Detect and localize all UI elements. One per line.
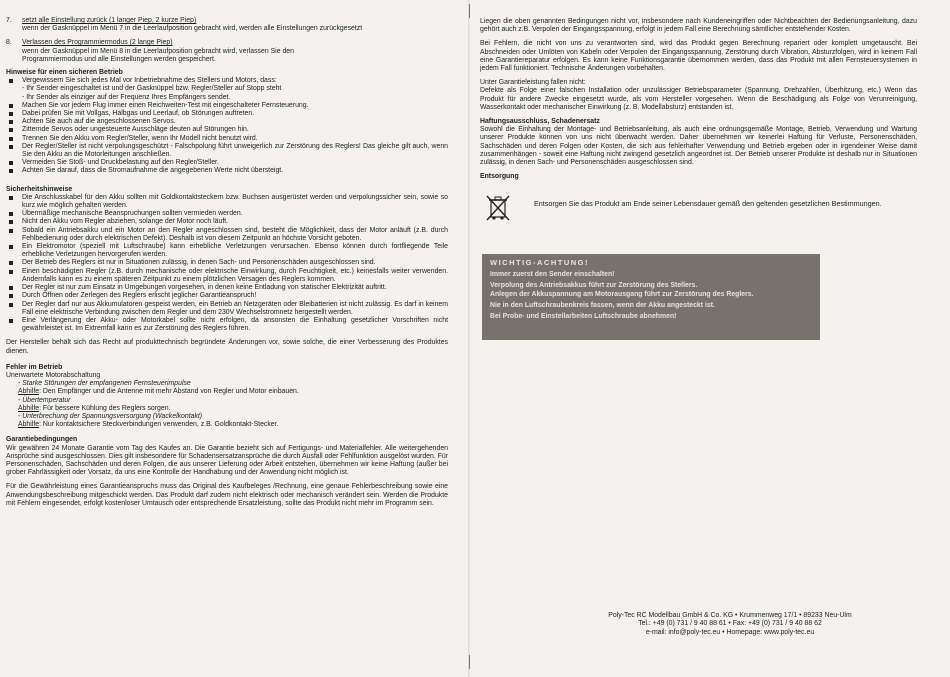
list-item: Achten Sie darauf, dass die Stromaufnahme die angegebenen Werte nicht übersteigt. [6,167,448,175]
list-item: Dabei prüfen Sie mit Vollgas, Halbgas und Leerlauf, ob Störungen auftreten. [6,110,448,118]
fault-fix [6,421,448,429]
item-text: wenn der Gasknüppel im Menü 8 in die Leerlaufposition gebracht wird, verlassen Sie den [22,47,294,55]
section-heading-safety: Sicherheitshinweise [6,185,73,193]
list-item: Die Anschlusskabel für den Akku sollten mit Goldkontaktsteckern bzw. Buchsen ausgerüstet werden und verpolungssicher sein, sowie so kurz wie möglich gehalten werden. [6,194,448,210]
sub-item: - Ihr Sender eingeschaltet ist und der Gasknüppel bzw. Regler/Steller auf Stopp steht [22,85,282,93]
fix-label: Abhilfe [18,421,40,429]
list-item: Der Regler/Steller ist nicht verpolungsgeschützt - Falschpolung führt unweigerlich zur Zerstörung des Reglers! Das gleiche gilt auch, wenn Sie den Akku an die Motorleitungen anschließen. [6,143,448,159]
fix-text: : Den Empfänger und die Antenne mit mehr Abstand von Regler und Motor einbauen. [39,388,299,396]
footer-phone: Tel.: +49 (0) 731 / 9 40 88 61 • Fax: +49 (0) 731 / 9 40 88 62 [638,620,822,628]
warranty-paragraph: Für die Gewährleistung eines Garantieanspruchs muss das Original des Kaufbeleges /Rechnung, eine genaue Fehlerbeschreibung sowie eine Anwendungsbeschreibung mitgeschickt werden. Das Produkt darf zudem nicht elektrisch oder mechanisch verändert sein. Werden die Produkte mit Fehlern eingesendet, erfolgt kostenloser Umtausch oder entsprechende Ersatzleistung, sollte das Produkt nicht mehr im Programm sein. [6,483,448,507]
warranty-paragraph: Wir gewähren 24 Monate Garantie vom Tag des Kaufes an. Die Garantie bezieht sich auf Fertigungs- und Materialfehler. Alle weitergehenden Ansprüche sind ausgeschlossen. Dies gilt insbesondere für Schadensersatzansprüche die durch Ausfall oder Fehlfunktion ausgelöst wurden. Für Personenschäden, Sachschäden und deren Folgen, die aus unserer Lieferung oder Arbeit entstehen, übernehmen wir keine Haftung (außer bei grober Fahrlässigkeit oder Vorsatz, da uns eine Kontrolle der Handhabung und der Anwendung nicht möglich ist. [6,444,448,477]
list-item: Der Regler ist nur zum Einsatz in Umgebungen vorgesehen, in denen keine Entladung von statischer Elektrizität auftritt. [6,284,448,292]
section-heading-liability: Haftungsausschluss, Schadenersatz [480,118,600,126]
list-item: Zitternde Servos oder ungesteuerte Ausschläge deuten auf Störungen hin. [6,126,448,134]
warning-line: Bei Probe- und Einstellarbeiten Luftschraube abnehmen! [490,313,677,321]
fold-mark [469,655,470,669]
repair-paragraph: Bei Fehlern, die nicht von uns zu verantworten sind, wird das Produkt gegen Berechnung repariert oder komplett umgetauscht. Bei Abschneiden oder Umlöten von Kabeln oder Verpolen der Eingangsspannung, Zerstörung durch Vibration, Absturzfolgen, wird in keinem Fall eine Garantiereparatur erfolgen. Es kann keine Funktionsgarantie übernommen werden, dass das Produkt mit allen Fernsteuersystemen in jedem Fall funktioniert. Technische Änderungen vorbehalten. [480,40,917,73]
warning-line: Anlegen der Akkuspannung am Motorausgang führt zur Zerstörung des Reglers. [490,290,754,298]
exclusions-paragraph: Defekte als Folge einer falschen Installation oder unzulässiger Betriebsparameter (Spannung, Drehzahlen, Überhitzung, etc.) Wenn das Produkt für andere Zwecke eingesetzt wurde, als vom Hersteller vorgesehen. Wenn die Beschädigung als Folge von Verunreinigung, Wasserkontakt oder mechanischer Einwirkung (z. B. Modellabsturz) entstanden ist. [480,87,917,111]
liability-paragraph: Sowohl die Einhaltung der Montage- und Betriebsanleitung, als auch eine ordnungsgemäße Montage, Betrieb, Verwendung und Wartung unserer Produkte können von uns nicht überwacht werden. Daher übernehmen wir keinerlei Haftung für Verluste, Personenschäden, Sachschäden und deren Folgen oder Kosten, die sich aus fehlerhafter Verwendung und Betrieb ergeben oder in irgendeiner Weise damit zusammenhängen - soweit eine Haftung nicht zwingend gesetzlich angeordnet ist. Der Betrieb unserer Produkte ist deshalb nur in Situationen zulässig, in denen Sach- und Personenschäden ausgeschlossen sind. [480,126,917,167]
warning-line: Nie in den Luftschraubenkreis fassen, wenn der Akku angesteckt ist. [490,302,715,310]
item-number: 8. [6,39,12,47]
fix-text: : Für bessere Kühlung des Reglers sorgen. [39,404,171,412]
manufacturer-note: Der Hersteller behält sich das Recht auf produkttechnisch begründete Änderungen vor, sowie solche, die einer Verbesserung des Produktes dienen. [6,339,448,355]
list-item: Der Betrieb des Reglers ist nur in Situationen zulässig, in denen Sach- und Personenschäden ausgeschlossen sind. [6,259,448,267]
fold-mark [469,4,470,18]
fix-text: : Nur kontaktsichere Steckverbindungen verwenden, z.B. Goldkontakt-Stecker. [39,421,279,429]
list-item: Übermäßige mechanische Beanspruchungen sollten vermieden werden. [6,210,448,218]
menu-item-8 [6,39,448,64]
list-item: Eine Verlängerung der Akku- oder Motorkabel sollte nicht erfolgen, da ansonsten die Einhaltung gesetzlicher Vorschriften nicht gewährleistet ist. Im Extremfall kann es zur Zerstörung des Reglers führen. [6,317,448,333]
section-heading-safe-operation: Hinweise für einen sicheren Betrieb [6,69,123,77]
fix-label: Abhilfe [18,388,40,396]
disposal-text: Entsorgen Sie das Produkt am Ende seiner Lebensdauer gemäß den geltenden gesetzlichen Bestimmungen. [534,199,882,209]
fault-cause: - Starke Störungen der empfangenen Fernsteuerimpulse [18,380,191,388]
disposal-row [480,193,917,223]
fault-intro: Unerwartete Motorabschaltung [6,371,101,379]
sub-item: - Ihr Sender als einziger auf der Frequenz Ihres Empfängers sendet. [22,93,231,101]
right-column [480,18,917,340]
safe-operation-list [6,77,448,85]
section-heading-disposal: Entsorgung [480,173,519,181]
item-text: wenn der Gasknüppel im Menü 7 in die Leerlaufposition gebracht wird, werden alle Einstellungen zurückgesetzt [22,25,363,33]
fix-label: Abhilfe [18,404,40,412]
list-item: Vergewissern Sie sich jedes Mal vor Inbetriebnahme des Stellers und Motors, dass: [6,77,448,85]
list-item: Achten Sie auch auf die angeschlossenen Servos. [6,118,448,126]
warning-box [482,254,820,340]
fault-fix [6,405,448,413]
list-item: Machen Sie vor jedem Flug immer einen Reichweiten-Test mit eingeschalteter Fernsteuerung. [6,102,448,110]
footer-address: Poly-Tec RC Modellbau GmbH & Co. KG • Krummenweg 17/1 • 89233 Neu-Ulm [608,612,852,619]
item-title: Verlassen des Programmiermodus (2 lange Piep) [22,39,173,47]
list-item: Ein Elektromotor (speziell mit Luftschraube) kann erhebliche Verletzungen verursachen. Ebenso können durch fortfliegende Teile erhebliche Verletzungen hervorgerufen werden. [6,243,448,259]
warning-group [490,282,812,299]
crossed-out-bin-icon [484,193,512,223]
company-footer [540,612,920,637]
exclusions-intro: Unter Garantieleistung fallen nicht: [480,79,586,87]
fault-cause: - Unterbrechung der Spannungsversorgung (Wackelkontakt) [18,412,203,420]
fault-fix [6,388,448,396]
list-item: Trennen Sie den Akku vom Regler/Steller, wenn Ihr Modell nicht benutzt wird. [6,135,448,143]
list-item: Einen beschädigten Regler (z.B. durch mechanische oder elektrische Einwirkung, durch Feuchtigkeit, etc.) keinesfalls weiter verwenden. Andernfalls kann es zu einem späteren Zeitpunkt zu einem plötzlichen Versagen des Reglers kommen. [6,268,448,284]
left-column [6,17,448,508]
item-title: setzt alle Einstellung zurück (1 langer Piep, 2 kurze Piep) [22,17,197,24]
warning-line: Immer zuerst den Sender einschalten! [490,270,615,278]
safety-list [6,194,448,333]
section-heading-warranty: Garantiebedingungen [6,436,78,444]
safe-operation-list [6,102,448,176]
list-item: Durch Öffnen oder Zerlegen des Reglers erlischt jeglicher Garantieanspruch! [6,292,448,300]
warning-title: WICHTIG-ACHTUNG! [490,258,589,268]
list-item: Vermeiden Sie Stoß- und Druckbelastung auf den Regler/Steller. [6,159,448,167]
item-text: Programmiermodus und alle Einstellungen werden gespeichert. [22,55,216,63]
section-heading-faults: Fehler im Betrieb [6,363,63,371]
item-number: 7. [6,17,12,24]
page-fold [468,0,470,677]
footer-contact: e-mail: info@poly-tec.eu • Homepage: www.poly-tec.eu [645,628,815,636]
list-item: Der Regler darf nur aus Akkumulatoren gespeist werden, ein Betrieb an Netzgeräten oder Bleibatterien ist nicht zulässig. Es darf in keinem Fall eine elektrische Verbindung zwischen dem Regler und dem 230V Wechselstromnetz hergestellt werden. [6,301,448,317]
list-item: Sobald ein Antriebsakku und ein Motor an den Regler angeschlossen sind, besteht die Möglichkeit, dass der Motor anläuft (z.B. durch Fehlbedienung oder durch elektrischen Defekt). Deshalb ist von diesem Zeitpunkt an höchste Vorsicht geboten. [6,227,448,243]
menu-item-7 [6,17,448,33]
fault-cause: - Übertemperatur [18,396,71,404]
warning-line: Verpolung des Antriebsakkus führt zur Zerstörung des Stellers. [490,282,698,290]
conditions-paragraph: Liegen die oben genannten Bedingungen nicht vor, insbesondere nach Kundeneingriffen oder Nichtbeachten der Bedienungsanleitung, dazu gehört auch z.B. Verpolen der Eingangsspannung, erfolgt in jedem Fall eine Berechnung sämtlicher entstehender Kosten. [480,18,917,34]
list-item: Nicht den Akku vom Regler abziehen, solange der Motor noch läuft. [6,218,448,226]
